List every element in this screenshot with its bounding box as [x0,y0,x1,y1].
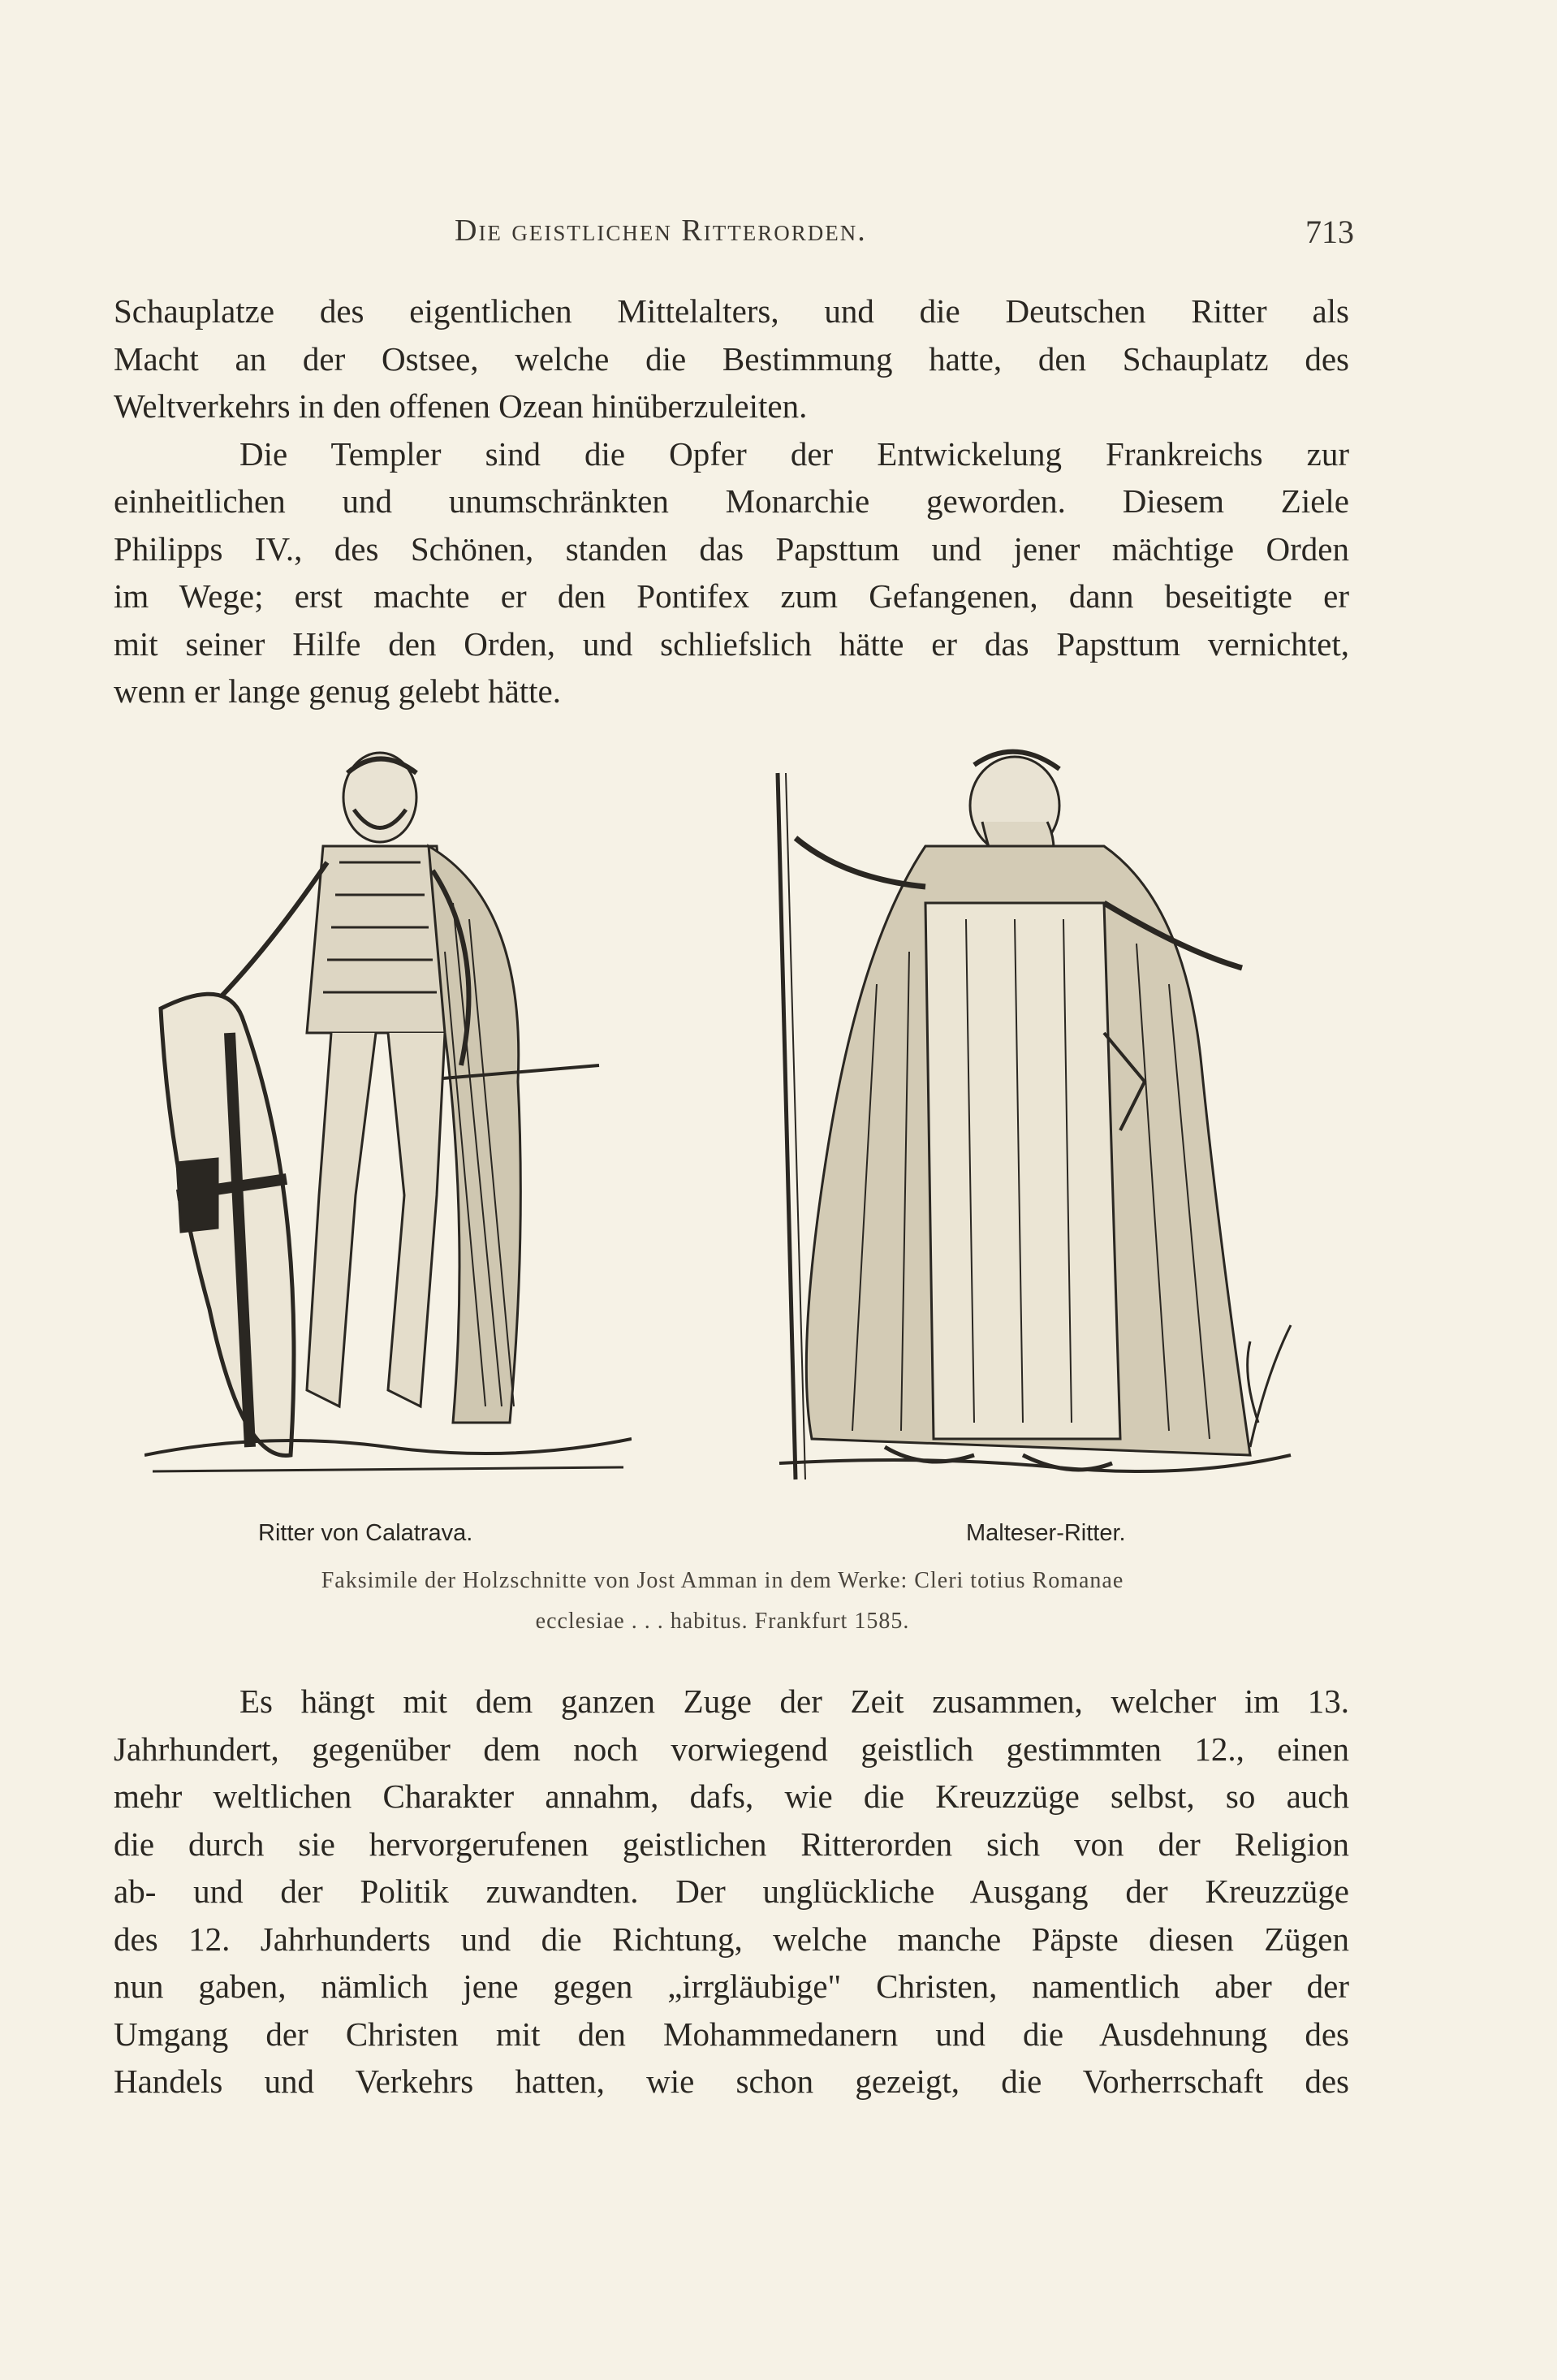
running-title: Die geistlichen Ritterorden. [455,214,867,248]
text-line: einheitlichen und unumschränkten Monarchie geworden. Diesem Ziele [114,482,1349,520]
credit-line: ecclesiae . . . habitus. Frankfurt 1585. [535,1609,910,1634]
text-line: Die Templer sind die Opfer der Entwickelung Frankreichs zur [239,434,1349,473]
page-number: 713 [1305,214,1354,250]
text-line: Philipps IV., des Schönen, standen das Papsttum und jener mächtige Orden [114,529,1349,568]
woodcut-maltese-knight [763,741,1299,1488]
text-line: im Wege; erst machte er den Pontifex zum Gefangenen, dann beseitigte er [114,577,1349,615]
text-line: Macht an der Ostsee, welche die Bestimmung hatte, den Schauplatz des [114,339,1349,378]
text-line: wenn er lange genug gelebt hätte. [114,672,561,710]
caption-calatrava: Ritter von Calatrava. [258,1520,473,1546]
knight-illustration [144,741,632,1488]
text-line: ab- und der Politik zuwandten. Der unglückliche Ausgang der Kreuzzüge [114,1872,1349,1910]
running-head [114,213,1354,253]
text-line: die durch sie hervorgerufenen geistlichen Ritterorden sich von der Religion [114,1825,1349,1863]
text-line: Jahrhundert, gegenüber dem noch vorwiegend geistlich gestimmten 12., einen [114,1730,1349,1768]
text-line: mit seiner Hilfe den Orden, und schliefslich hätte er das Papsttum vernichtet, [114,624,1349,663]
credit-line: Faksimile der Holzschnitte von Jost Amman in dem Werke: Cleri totius Romanae [321,1568,1124,1593]
text-line: Schauplatze des eigentlichen Mittelalters, und die Deutschen Ritter als [114,292,1349,330]
text-line: des 12. Jahrhunderts und die Richtung, welche manche Päpste diesen Zügen [114,1920,1349,1958]
caption-malteser: Malteser-Ritter. [966,1520,1126,1546]
figure-credit [162,1561,1283,1642]
bottom-text-block [114,1678,1349,2106]
text-line: Handels und Verkehrs hatten, wie schon gezeigt, die Vorherrschaft des [114,2063,1349,2100]
text-line: nun gaben, nämlich jene gegen „irrgläubige" Christen, namentlich aber der [114,1967,1349,2005]
top-text-block [114,287,1349,715]
text-line: mehr weltlichen Charakter annahm, dafs, wie die Kreuzzüge selbst, so auch [114,1777,1349,1815]
text-line: Umgang der Christen mit den Mohammedanern und die Ausdehnung des [114,2015,1349,2053]
text-line: Es hängt mit dem ganzen Zuge der Zeit zusammen, welcher im 13. [239,1682,1349,1720]
woodcut-calatrava-knight [144,741,632,1488]
text-line: Weltverkehrs in den offenen Ozean hinüberzuleiten. [114,387,808,425]
maltese-knight-illustration [763,741,1299,1488]
